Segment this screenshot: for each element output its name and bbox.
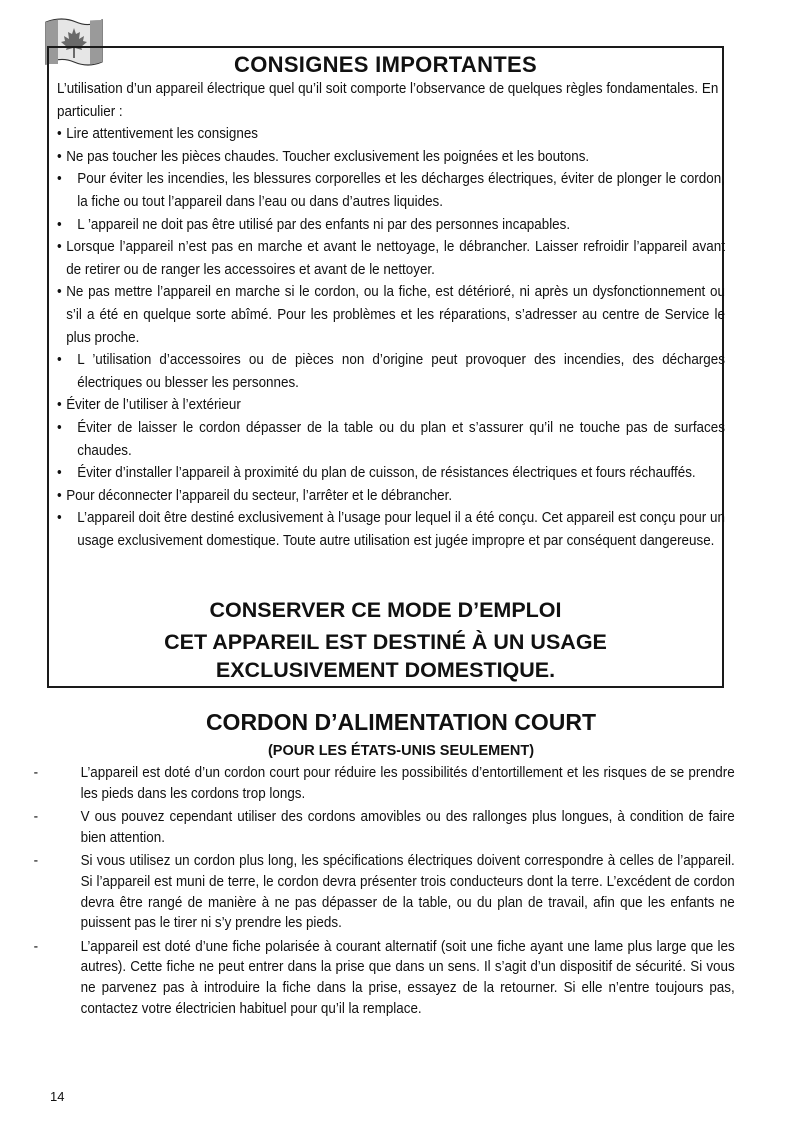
list-item: - L’appareil est doté d’un cordon court pour réduire les possibilités d’entortillement et les risques de se prendre les pieds dans les cordons trop longs. <box>30 763 735 804</box>
section-subtitle: (POUR LES ÉTATS-UNIS SEULEMENT) <box>267 743 535 759</box>
bullet-icon: • <box>57 487 62 504</box>
section-title: CORDON D’ALIMENTATION COURT <box>205 709 597 735</box>
list-item: • L ’utilisation d’accessoires ou de pièces non d’origine peut provoquer des incendies, des décharges électriques ou blesser les personnes. <box>57 349 725 394</box>
bullet-icon: • <box>57 126 62 143</box>
bullet-icon: • <box>57 419 62 436</box>
list-item: • Lorsque l’appareil n’est pas en marche et avant le nettoyage, le débrancher. Laisser refroidir l’appareil avant de retirer ou de ranger les accessoires et avant de le nettoyer. <box>57 236 725 281</box>
list-item: • Pour déconnecter l’appareil du secteur, l’arrêter et le débrancher. <box>57 485 725 508</box>
list-item: • Ne pas mettre l’appareil en marche si le cordon, ou la fiche, est détérioré, ni après un dysfonctionnement ou s’il a été en quelque sorte abîmé. Pour les problèmes et les réparations, s’adresser au centre de Service le plus proche. <box>57 281 725 349</box>
domestic-use-notice-line2: EXCLUSIVEMENT DOMESTIQUE. <box>215 658 556 682</box>
list-item: - V ous pouvez cependant utiliser des cordons amovibles ou des rallonges plus longues, à condition de faire bien attention. <box>30 807 735 848</box>
dash-icon: - <box>33 765 39 781</box>
box-title: CONSIGNES IMPORTANTES <box>234 52 537 77</box>
instructions-body <box>57 78 725 552</box>
bullet-icon: • <box>57 397 62 414</box>
list-item: • Éviter d’installer l’appareil à proximité du plan de cuisson, de résistances électriques et fours réchauffés. <box>57 462 725 485</box>
list-item: - L’appareil est doté d’une fiche polarisée à courant alternatif (soit une fiche ayant une lame plus large que les autres). Cette fiche ne peut entrer dans la prise que dans un sens. Il s’agit d’un dispositif de sécurité. Si vous ne parvenez pas à introduire la fiche dans la prise, essayez de la retourner. Si elle n’entre toujours pas, contactez votre électricien habituel pour qu’il la remplace. <box>30 937 735 1019</box>
list-item: - Si vous utilisez un cordon plus long, les spécifications électriques doivent correspondre à celles de l’appareil. Si l’appareil est muni de terre, le cordon devra présenter trois conducteurs dont la terre. L’excédent de cordon devra être rangé de manière à ne pas dépasser de la table, ou du plan de travail, afin que les enfants ne puissent pas le tirer ni s’y prendre les pieds. <box>30 851 735 933</box>
intro-paragraph: L’utilisation d’un appareil électrique quel qu’il soit comporte l’observance de quelques règles fondamentales. En particulier : <box>57 81 719 120</box>
dash-icon: - <box>33 853 39 870</box>
bullet-icon: • <box>57 239 62 256</box>
important-instructions-box <box>47 46 724 688</box>
list-item: • Ne pas toucher les pièces chaudes. Toucher exclusivement les poignées et les boutons. <box>57 146 725 169</box>
dash-icon: - <box>33 938 39 955</box>
list-item: • Éviter de l’utiliser à l’extérieur <box>57 394 725 417</box>
list-item: • Éviter de laisser le cordon dépasser de la table ou du plan et s’assurer qu’il ne touche pas de surfaces chaudes. <box>57 417 725 462</box>
list-item: • L’appareil doit être destiné exclusivement à l’usage pour lequel il a été conçu. Cet appareil est conçu pour un usage exclusivement domestique. Toute autre utilisation est jugée impropre et par conséquent dangereuse. <box>57 507 725 552</box>
domestic-use-notice-line1: CET APPAREIL EST DESTINÉ À UN USAGE <box>164 630 607 654</box>
bullet-icon: • <box>57 216 62 233</box>
bullet-icon: • <box>57 352 62 369</box>
page-number: 14 <box>50 1089 65 1104</box>
bullet-icon: • <box>57 148 62 165</box>
bullet-icon: • <box>57 465 62 482</box>
keep-manual-notice: CONSERVER CE MODE D’EMPLOI <box>209 598 562 622</box>
dash-icon: - <box>33 809 39 826</box>
list-item: • Pour éviter les incendies, les blessures corporelles et les décharges électriques, éviter de plonger le cordon, la fiche ou tout l’appareil dans l’eau ou dans d’autres liquides. <box>57 168 725 213</box>
list-item: • L ’appareil ne doit pas être utilisé par des enfants ni par des personnes incapables. <box>57 214 725 237</box>
bullet-icon: • <box>57 171 62 188</box>
list-item: • Lire attentivement les consignes <box>57 123 725 146</box>
bullet-icon: • <box>57 284 62 301</box>
bullet-icon: • <box>57 510 62 527</box>
cord-instructions-list <box>30 763 735 1022</box>
